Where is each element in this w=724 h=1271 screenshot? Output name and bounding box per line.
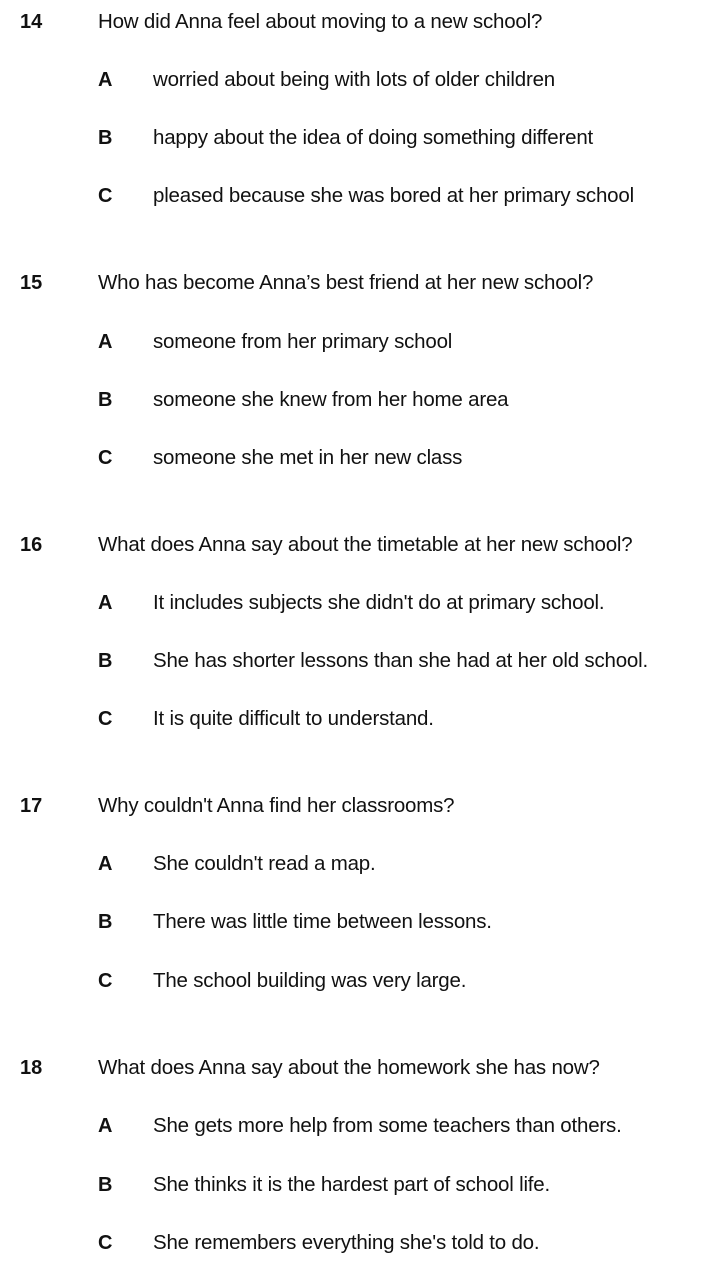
option-text: She thinks it is the hardest part of school life. (153, 1173, 550, 1196)
option-text: She has shorter lessons than she had at her old school. (153, 649, 648, 672)
option-text: She remembers everything she's told to do. (153, 1231, 540, 1254)
question-18-option-c (0, 1231, 724, 1255)
option-text: someone she knew from her home area (153, 388, 509, 411)
question-17-option-b (0, 910, 724, 934)
question-16-option-a (0, 591, 724, 615)
option-letter: A (98, 331, 113, 353)
option-text: someone she met in her new class (153, 446, 463, 469)
option-letter: B (98, 127, 113, 149)
option-text: It includes subjects she didn't do at primary school. (153, 591, 605, 614)
question-16-option-c (0, 707, 724, 731)
question-18-option-b (0, 1173, 724, 1197)
option-text: happy about the idea of doing something different (153, 126, 594, 149)
question-18-option-a (0, 1114, 724, 1138)
option-letter: C (98, 1232, 113, 1254)
question-14-option-b (0, 126, 724, 150)
question-text: Who has become Anna’s best friend at her new school? (98, 271, 594, 294)
option-text: someone from her primary school (153, 330, 453, 353)
option-text: It is quite difficult to understand. (153, 707, 434, 730)
question-number: 16 (20, 534, 43, 556)
question-number: 15 (20, 272, 43, 294)
question-14-option-c (0, 184, 724, 208)
question-number: 14 (20, 11, 43, 33)
option-letter: A (98, 853, 113, 875)
option-letter: C (98, 708, 113, 730)
question-17-option-a (0, 852, 724, 876)
question-14-option-a (0, 68, 724, 92)
question-text: How did Anna feel about moving to a new school? (98, 10, 543, 33)
question-text: What does Anna say about the homework she has now? (98, 1056, 600, 1079)
question-15-option-c (0, 446, 724, 470)
option-text: The school building was very large. (153, 969, 467, 992)
option-text: pleased because she was bored at her primary school (153, 184, 634, 207)
question-16-option-b (0, 649, 724, 673)
question-text: What does Anna say about the timetable at her new school? (98, 533, 633, 556)
question-number: 18 (20, 1057, 43, 1079)
option-letter: C (98, 970, 113, 992)
option-letter: B (98, 650, 113, 672)
option-letter: A (98, 1115, 113, 1137)
option-letter: B (98, 389, 113, 411)
option-text: She couldn't read a map. (153, 852, 376, 875)
option-text: She gets more help from some teachers than others. (153, 1114, 622, 1137)
question-text: Why couldn't Anna find her classrooms? (98, 794, 455, 817)
option-letter: B (98, 911, 113, 933)
option-letter: A (98, 69, 113, 91)
question-15-option-a (0, 330, 724, 354)
question-number: 17 (20, 795, 43, 817)
option-text: worried about being with lots of older children (153, 68, 555, 91)
option-letter: B (98, 1174, 113, 1196)
question-15-option-b (0, 388, 724, 412)
question-17-option-c (0, 969, 724, 993)
option-letter: C (98, 185, 113, 207)
option-text: There was little time between lessons. (153, 910, 492, 933)
option-letter: C (98, 447, 113, 469)
option-letter: A (98, 592, 113, 614)
